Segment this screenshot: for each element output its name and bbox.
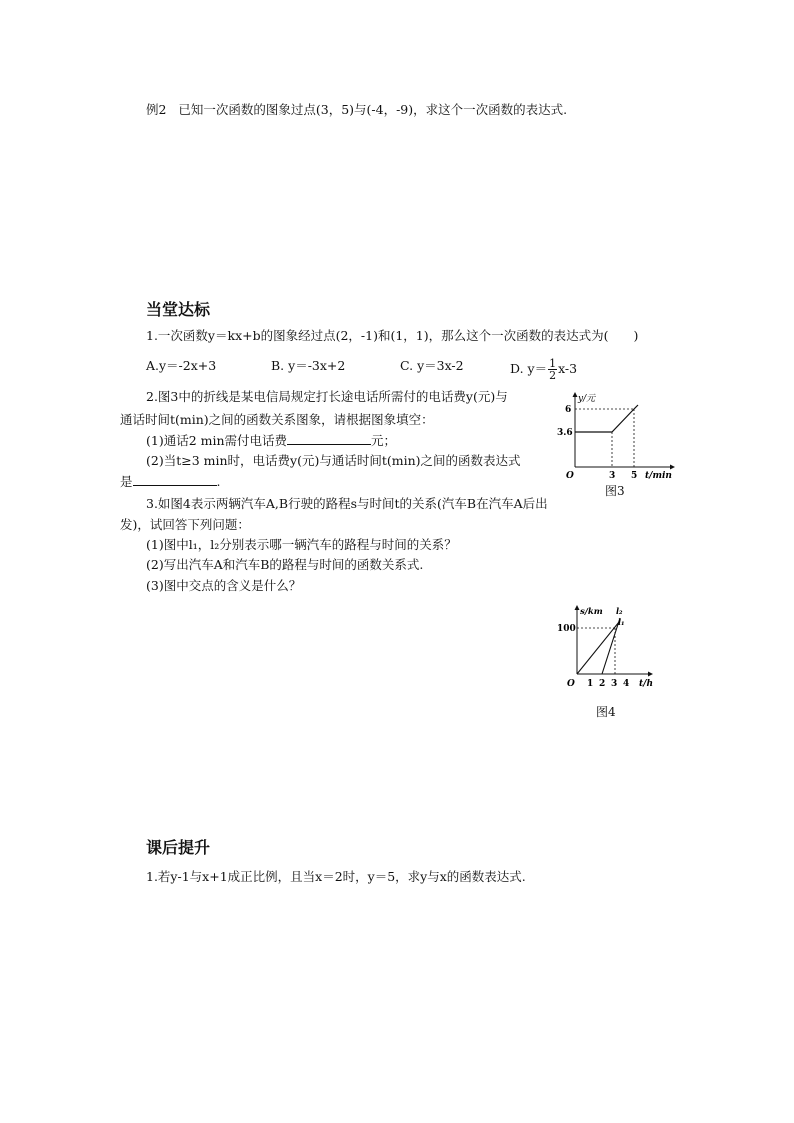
fig3-ylabel: y/元 <box>578 394 596 404</box>
fig4-y-arrow-icon <box>575 605 580 610</box>
figure-3-caption: 图3 <box>605 484 625 498</box>
fig4-x-arrow-icon <box>648 672 653 677</box>
fig3-origin: O <box>566 471 574 481</box>
fig3-xtick-3: 3 <box>609 471 616 481</box>
fraction-numerator: 1 <box>549 357 557 370</box>
question-3-sub3: (3)图中交点的含义是什么？ <box>146 578 302 593</box>
question-3-sub2: (2)写出汽车A和汽车B的路程与时间的函数关系式. <box>146 557 424 572</box>
fig3-x-arrow-icon <box>670 465 675 470</box>
option-c: C. y＝3x-2 <box>400 358 464 373</box>
question-2-sub1-unit: 元； <box>371 433 397 448</box>
fig4-ylabel: s/km <box>580 607 603 617</box>
question-2-sub1-text: (1)通话2 min需付电话费 <box>146 433 288 448</box>
fig4-ytick-100: 100 <box>557 624 576 634</box>
question-2-sub2: (2)当t≥3 min时，电话费y(元)与通话时间t(min)之间的函数表达式 <box>146 453 521 468</box>
fig4-label-l2: l₂ <box>616 606 623 616</box>
fig3-ytick-6: 6 <box>565 405 572 415</box>
fig4-xtick-1: 1 <box>587 679 594 689</box>
answer-blank-1[interactable] <box>287 432 371 445</box>
question-3-line2: 发)，试回答下列问题： <box>120 517 250 532</box>
fig4-xtick-2: 2 <box>599 679 606 689</box>
fig4-xlabel: t/h <box>639 679 653 689</box>
example-2-label: 例2 <box>146 102 167 117</box>
homework-question-1: 1.若y-1与x+1成正比例，且当x＝2时，y＝5，求y与x的函数表达式. <box>146 869 526 884</box>
question-1-options <box>146 357 686 381</box>
option-d-suffix: x-3 <box>558 361 578 376</box>
option-a: A.y＝-2x+3 <box>146 358 217 373</box>
figure-4-caption: 图4 <box>596 705 616 719</box>
answer-blank-2[interactable] <box>133 473 217 486</box>
section-title-after-class: 课后提升 <box>146 838 211 857</box>
fig4-xtick-4: 4 <box>623 679 630 689</box>
option-d <box>510 358 577 381</box>
question-3-sub1: (1)图中l₁，l₂分别表示哪一辆汽车的路程与时间的关系？ <box>146 537 457 552</box>
question-2-sub2-end <box>120 473 221 490</box>
fig4-label-l1: l₁ <box>618 617 625 627</box>
question-3-line1: 3.如图4表示两辆汽车A,B行驶的路程s与时间t的关系(汽车B在汽车A后出 <box>146 496 548 511</box>
question-2-sub1 <box>146 432 396 449</box>
option-b: B. y＝-3x+2 <box>271 358 346 373</box>
fig3-xtick-5: 5 <box>631 471 638 481</box>
question-2-line2: 通话时间t(min)之间的函数关系图象，请根据图象填空： <box>120 412 434 427</box>
fig4-origin: O <box>567 679 575 689</box>
question-2-sub2-period: . <box>216 474 221 489</box>
section-title-in-class: 当堂达标 <box>146 300 211 319</box>
option-d-prefix: D. y＝ <box>510 361 548 376</box>
question-1-text: 1.一次函数y＝kx+b的图象经过点(2，-1)和(1，1)，那么这个一次函数的表达式为( ) <box>146 328 639 343</box>
fig4-xtick-3: 3 <box>611 679 618 689</box>
fig4-line-l1 <box>577 622 619 674</box>
example-2 <box>146 102 567 118</box>
fig3-y-arrow-icon <box>573 392 578 397</box>
fraction-denominator: 2 <box>549 369 557 382</box>
question-2-line1: 2.图3中的折线是某电信局规定打长途电话所需付的电话费y(元)与 <box>146 389 508 404</box>
fig3-ytick-3-6: 3.6 <box>557 428 573 438</box>
fig3-xlabel: t/min <box>645 471 672 481</box>
question-2-sub2-shi: 是 <box>120 474 133 489</box>
figure-4-graph <box>555 600 660 695</box>
example-2-text: 已知一次函数的图象过点(3，5)与(-4，-9)，求这个一次函数的表达式. <box>178 102 568 117</box>
fraction-one-half <box>548 358 557 381</box>
